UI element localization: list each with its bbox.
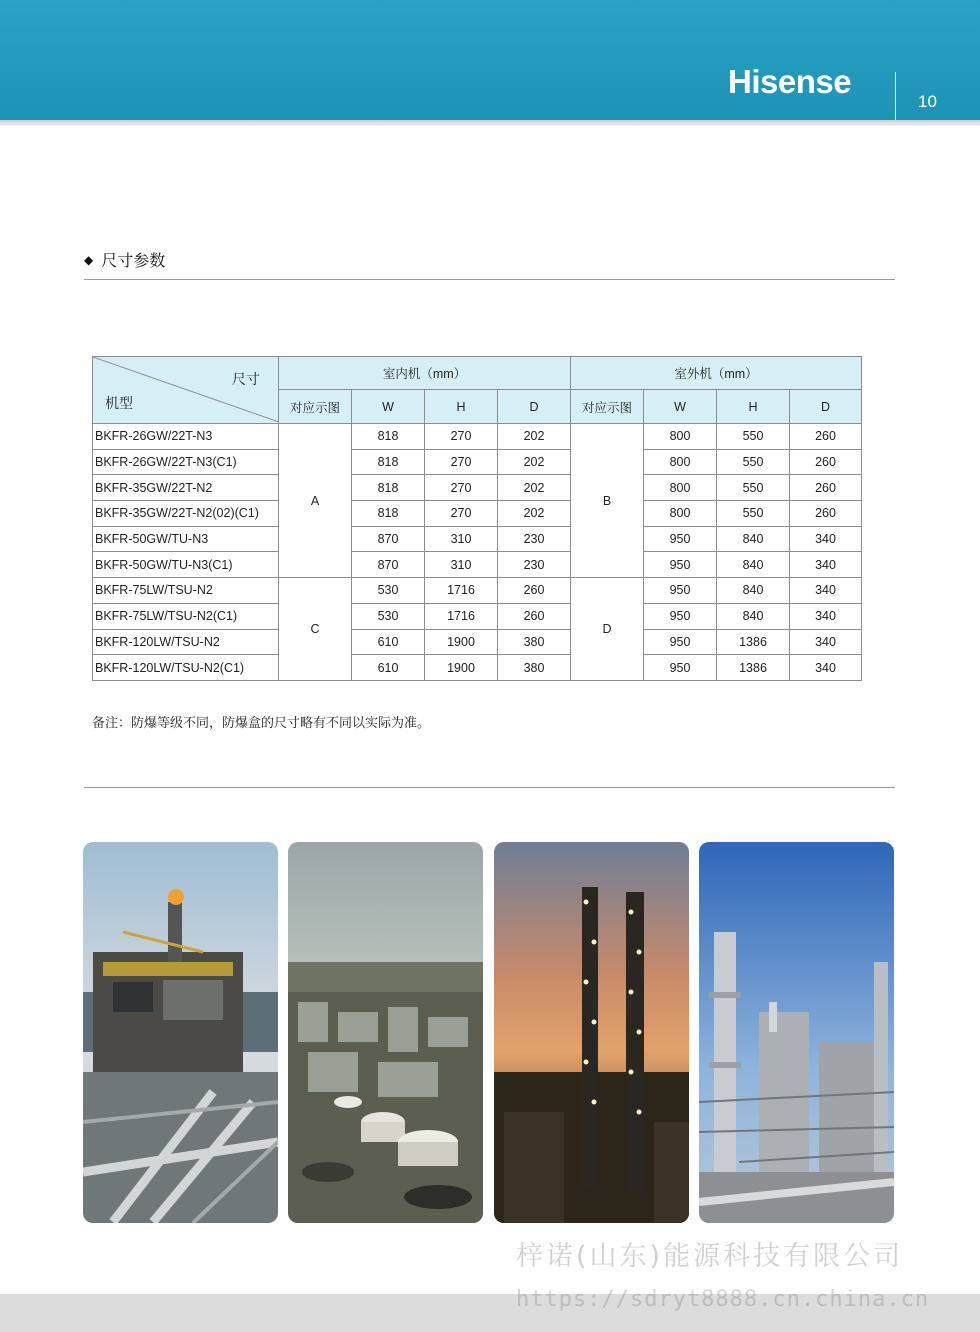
outdoor-h-cell: 1386 xyxy=(717,629,790,655)
outdoor-w-cell: 950 xyxy=(644,552,717,578)
model-cell: BKFR-26GW/22T-N3 xyxy=(93,424,279,450)
table-row xyxy=(93,526,862,552)
outdoor-h-cell: 1386 xyxy=(717,655,790,681)
section-title: 尺寸参数 xyxy=(101,251,166,270)
outdoor-h-cell: 550 xyxy=(717,475,790,501)
indoor-w-cell: 818 xyxy=(352,424,425,450)
outdoor-h-cell: 550 xyxy=(717,449,790,475)
indoor-d-cell: 260 xyxy=(498,578,571,604)
outdoor-h-cell: 840 xyxy=(717,552,790,578)
table-note: 备注：防爆等级不同，防爆盒的尺寸略有不同以实际为准。 xyxy=(92,716,431,731)
table-row xyxy=(93,655,862,681)
outdoor-d-cell: 260 xyxy=(790,449,862,475)
offshore-platform-photo xyxy=(83,842,278,1223)
indoor-diagram-cell: A xyxy=(279,424,352,578)
section-rule-top xyxy=(84,279,895,280)
indoor-d-cell: 230 xyxy=(498,526,571,552)
header-shadow xyxy=(0,120,980,126)
indoor-w-cell: 530 xyxy=(352,603,425,629)
company-watermark: 梓诺(山东)能源科技有限公司 xyxy=(516,1241,904,1272)
indoor-d-cell: 260 xyxy=(498,603,571,629)
indoor-d-cell: 230 xyxy=(498,552,571,578)
indoor-w-cell: 610 xyxy=(352,655,425,681)
model-cell: BKFR-26GW/22T-N3(C1) xyxy=(93,449,279,475)
indoor-h-cell: 270 xyxy=(425,475,498,501)
model-cell: BKFR-75LW/TSU-N2(C1) xyxy=(93,603,279,629)
indoor-w-cell: 530 xyxy=(352,578,425,604)
header-divider xyxy=(895,72,896,120)
refinery-daylight-photo xyxy=(699,842,894,1223)
indoor-d-cell: 202 xyxy=(498,501,571,527)
table-row xyxy=(93,629,862,655)
url-watermark: https://sdryt8888.cn.china.cn xyxy=(516,1287,930,1312)
page-header xyxy=(0,0,980,120)
indoor-h-cell: 1900 xyxy=(425,629,498,655)
outdoor-d-cell: 340 xyxy=(790,603,862,629)
column-header: H xyxy=(425,390,498,424)
indoor-h-cell: 1716 xyxy=(425,578,498,604)
outdoor-d-cell: 260 xyxy=(790,424,862,450)
outdoor-h-cell: 550 xyxy=(717,424,790,450)
indoor-w-cell: 818 xyxy=(352,475,425,501)
table-row xyxy=(93,552,862,578)
column-header: W xyxy=(644,390,717,424)
outdoor-h-cell: 840 xyxy=(717,603,790,629)
table-row xyxy=(93,501,862,527)
outdoor-h-cell: 840 xyxy=(717,578,790,604)
outdoor-w-cell: 950 xyxy=(644,526,717,552)
indoor-d-cell: 202 xyxy=(498,475,571,501)
table-row xyxy=(93,603,862,629)
model-cell: BKFR-35GW/22T-N2(02)(C1) xyxy=(93,501,279,527)
outdoor-diagram-cell: D xyxy=(571,578,644,681)
model-cell: BKFR-75LW/TSU-N2 xyxy=(93,578,279,604)
model-cell: BKFR-120LW/TSU-N2(C1) xyxy=(93,655,279,681)
indoor-d-cell: 380 xyxy=(498,629,571,655)
section-rule-bottom xyxy=(84,787,895,788)
table-row xyxy=(93,424,862,450)
column-header: 对应示图 xyxy=(279,390,352,424)
indoor-h-cell: 270 xyxy=(425,424,498,450)
outdoor-d-cell: 340 xyxy=(790,578,862,604)
corner-model-label: 机型 xyxy=(105,395,133,411)
model-cell: BKFR-120LW/TSU-N2 xyxy=(93,629,279,655)
model-cell: BKFR-50GW/TU-N3 xyxy=(93,526,279,552)
refinery-dusk-photo xyxy=(494,842,689,1223)
model-cell: BKFR-50GW/TU-N3(C1) xyxy=(93,552,279,578)
column-header: H xyxy=(717,390,790,424)
indoor-h-cell: 270 xyxy=(425,501,498,527)
outdoor-group-header: 室外机（mm） xyxy=(571,357,862,390)
outdoor-w-cell: 950 xyxy=(644,578,717,604)
dimension-table xyxy=(92,356,862,681)
outdoor-h-cell: 840 xyxy=(717,526,790,552)
indoor-diagram-cell: C xyxy=(279,578,352,681)
column-header: 对应示图 xyxy=(571,390,644,424)
corner-header-cell xyxy=(93,357,279,424)
hisense-logo: Hisense xyxy=(728,63,852,100)
outdoor-d-cell: 340 xyxy=(790,655,862,681)
outdoor-d-cell: 340 xyxy=(790,629,862,655)
indoor-d-cell: 202 xyxy=(498,424,571,450)
corner-size-label: 尺寸 xyxy=(232,371,260,387)
indoor-w-cell: 610 xyxy=(352,629,425,655)
outdoor-d-cell: 340 xyxy=(790,552,862,578)
table-row xyxy=(93,475,862,501)
outdoor-w-cell: 950 xyxy=(644,603,717,629)
indoor-d-cell: 380 xyxy=(498,655,571,681)
indoor-group-header: 室内机（mm） xyxy=(279,357,571,390)
outdoor-d-cell: 260 xyxy=(790,475,862,501)
indoor-w-cell: 870 xyxy=(352,552,425,578)
diamond-bullet-icon: ◆ xyxy=(84,253,94,267)
outdoor-d-cell: 340 xyxy=(790,526,862,552)
table-row xyxy=(93,578,862,604)
outdoor-w-cell: 800 xyxy=(644,475,717,501)
indoor-h-cell: 310 xyxy=(425,526,498,552)
refinery-aerial-photo xyxy=(288,842,483,1223)
outdoor-w-cell: 800 xyxy=(644,449,717,475)
outdoor-h-cell: 550 xyxy=(717,501,790,527)
page-number: 10 xyxy=(918,92,937,111)
outdoor-diagram-cell: B xyxy=(571,424,644,578)
indoor-h-cell: 1716 xyxy=(425,603,498,629)
outdoor-w-cell: 800 xyxy=(644,424,717,450)
indoor-w-cell: 818 xyxy=(352,449,425,475)
column-header: D xyxy=(498,390,571,424)
column-header: W xyxy=(352,390,425,424)
indoor-h-cell: 310 xyxy=(425,552,498,578)
model-cell: BKFR-35GW/22T-N2 xyxy=(93,475,279,501)
outdoor-w-cell: 800 xyxy=(644,501,717,527)
table-row xyxy=(93,449,862,475)
indoor-w-cell: 870 xyxy=(352,526,425,552)
column-header: D xyxy=(790,390,862,424)
indoor-h-cell: 270 xyxy=(425,449,498,475)
section-heading xyxy=(84,246,165,274)
outdoor-d-cell: 260 xyxy=(790,501,862,527)
indoor-h-cell: 1900 xyxy=(425,655,498,681)
indoor-w-cell: 818 xyxy=(352,501,425,527)
outdoor-w-cell: 950 xyxy=(644,629,717,655)
indoor-d-cell: 202 xyxy=(498,449,571,475)
outdoor-w-cell: 950 xyxy=(644,655,717,681)
